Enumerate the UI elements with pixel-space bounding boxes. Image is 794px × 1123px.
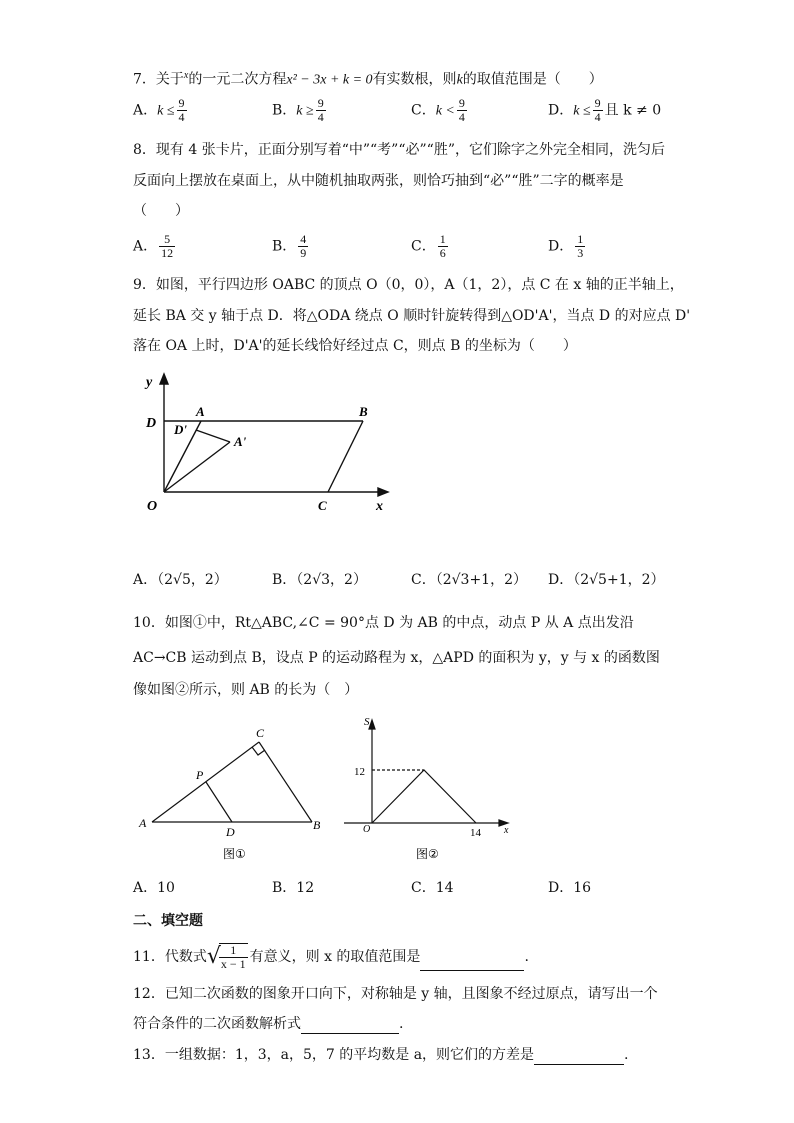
- function-graph: [372, 770, 476, 823]
- q10-line-1: 10．如图①中，Rt△ABC,∠C = 90°点 D 为 AB 的中点，动点 P 从 A 点出发沿: [133, 615, 634, 631]
- q8-line-1: 8．现有 4 张卡片，正面分别写着“中”“考”“必”“胜”，它们除字之外完全相同，洗匀后: [133, 142, 665, 158]
- fraction: $\frac{5}{12}$: [161, 232, 174, 260]
- q9-option-c[interactable]: C．（2√3+1，2）: [411, 572, 527, 588]
- segment-AC: [152, 742, 259, 822]
- q10-figure-1: [135, 722, 330, 867]
- q9-figure: [138, 370, 398, 520]
- q8-option-b[interactable]: B． $\frac{4}{9}$: [272, 232, 307, 260]
- y-axis-arrow: [160, 374, 168, 384]
- fraction: $\frac{9}{4}$: [594, 96, 601, 124]
- section-heading-fill-blank: 二、填空题: [133, 913, 203, 929]
- q8-option-d[interactable]: D． $\frac{1}{3}$: [548, 232, 584, 260]
- label-C: C: [256, 726, 265, 740]
- q8-option-c[interactable]: C． $\frac{1}{6}$: [411, 232, 446, 260]
- q10-line-3: 像如图②所示，则 AB 的长为（ ）: [133, 682, 359, 698]
- label-D: D: [146, 416, 157, 431]
- fraction: $\frac{9}{4}$: [317, 96, 324, 124]
- q8-line-2: 反面向上摆放在桌面上，从中随机抽取两张，则恰巧抽到“必”“胜”二字的概率是: [133, 173, 624, 189]
- q10-option-b[interactable]: B．12: [272, 880, 315, 896]
- q12-line-1: 12．已知二次函数的图象开口向下，对称轴是 y 轴，且图象不经过原点，请写出一个: [133, 986, 658, 1002]
- q13-stem: 13．一组数据：1，3，a，5，7 的平均数是 a，则它们的方差是 .: [133, 1047, 629, 1063]
- q9-option-b[interactable]: B．（2√3，2）: [272, 572, 367, 588]
- label-C: C: [318, 498, 327, 513]
- label-y-tick-12: 12: [354, 766, 365, 778]
- segment-CB: [259, 742, 312, 822]
- q7-option-c[interactable]: C．k < $\frac{9}{4}$: [411, 96, 465, 124]
- segment-OAprime: [164, 442, 230, 492]
- sqrt-expression: √ $\frac{1}{x - 1}$: [206, 943, 246, 971]
- fraction: $\frac{4}{9}$: [300, 232, 307, 260]
- label-A: A: [139, 816, 147, 830]
- s-axis-arrow: [369, 720, 375, 729]
- label-x-tick-14: 14: [470, 827, 481, 839]
- q8-line-3: （ ）: [133, 203, 189, 219]
- q11-stem: 11．代数式√ $\frac{1}{x - 1}$ 有意义，则 x 的取值范围是 .: [133, 943, 529, 971]
- answer-blank-q11[interactable]: [420, 954, 524, 971]
- answer-blank-q13[interactable]: [534, 1048, 624, 1065]
- q7-option-d[interactable]: D．k ≤ $\frac{9}{4}$ 且 k ≠ 0: [548, 96, 662, 124]
- segment-DprimeAprime: [196, 430, 230, 442]
- segment-BC: [328, 421, 363, 492]
- label-P: P: [196, 768, 204, 782]
- label-Dprime: D': [174, 422, 187, 437]
- q9-option-d[interactable]: D．（2√5+1，2）: [548, 572, 665, 588]
- label-Aprime: A': [234, 434, 247, 449]
- label-x: x: [376, 499, 383, 514]
- label-O: O: [363, 824, 371, 835]
- q7-option-a[interactable]: A．k ≤ $\frac{9}{4}$: [133, 96, 185, 124]
- label-y: y: [146, 375, 153, 390]
- q10-figure-2: [340, 713, 520, 868]
- q7-stem: 7．关于$^x$的一元二次方程x² − 3x + k = 0有实数根，则k的取值范围是（ ）: [133, 70, 603, 88]
- q10-option-a[interactable]: A．10: [133, 880, 175, 896]
- q10-option-d[interactable]: D．16: [548, 880, 592, 896]
- label-B: B: [313, 818, 321, 832]
- caption-fig2: 图②: [416, 847, 439, 861]
- segment-PD: [206, 782, 232, 822]
- label-x: x: [504, 825, 509, 836]
- q10-option-c[interactable]: C．14: [411, 880, 454, 896]
- fraction: $\frac{1}{3}$: [577, 232, 584, 260]
- caption-fig1: 图①: [223, 847, 246, 861]
- q9-option-a[interactable]: A．（2√5，2）: [133, 572, 228, 588]
- label-B: B: [359, 404, 368, 419]
- q12-line-2: 符合条件的二次函数解析式 .: [133, 1016, 404, 1032]
- q10-line-2: AC→CB 运动到点 B，设点 P 的运动路程为 x，△APD 的面积为 y，y 与 x 的函数图: [133, 650, 660, 666]
- fraction: $\frac{9}{4}$: [178, 96, 185, 124]
- label-A: A: [196, 404, 205, 419]
- fraction: $\frac{9}{4}$: [458, 96, 465, 124]
- answer-blank-q12[interactable]: [301, 1017, 399, 1034]
- q9-line-3: 落在 OA 上时，D'A'的延长线恰好经过点 C，则点 B 的坐标为（ ）: [133, 338, 577, 354]
- q9-line-2: 延长 BA 交 y 轴于点 D．将△ODA 绕点 O 顺时针旋转得到△OD'A'，当点 D 的对应点 D': [133, 308, 691, 324]
- fraction: $\frac{1}{6}$: [439, 232, 446, 260]
- label-S: S: [364, 716, 370, 728]
- q8-option-a[interactable]: A． $\frac{5}{12}$: [133, 232, 174, 260]
- q9-line-1: 9．如图，平行四边形 OABC 的顶点 O（0，0），A（1，2），点 C 在 x 轴的正半轴上，: [133, 277, 684, 293]
- label-O: O: [147, 499, 158, 514]
- q7-option-b[interactable]: B．k ≥ $\frac{9}{4}$: [272, 96, 324, 124]
- x-axis-arrow: [378, 488, 388, 496]
- label-D: D: [226, 825, 235, 839]
